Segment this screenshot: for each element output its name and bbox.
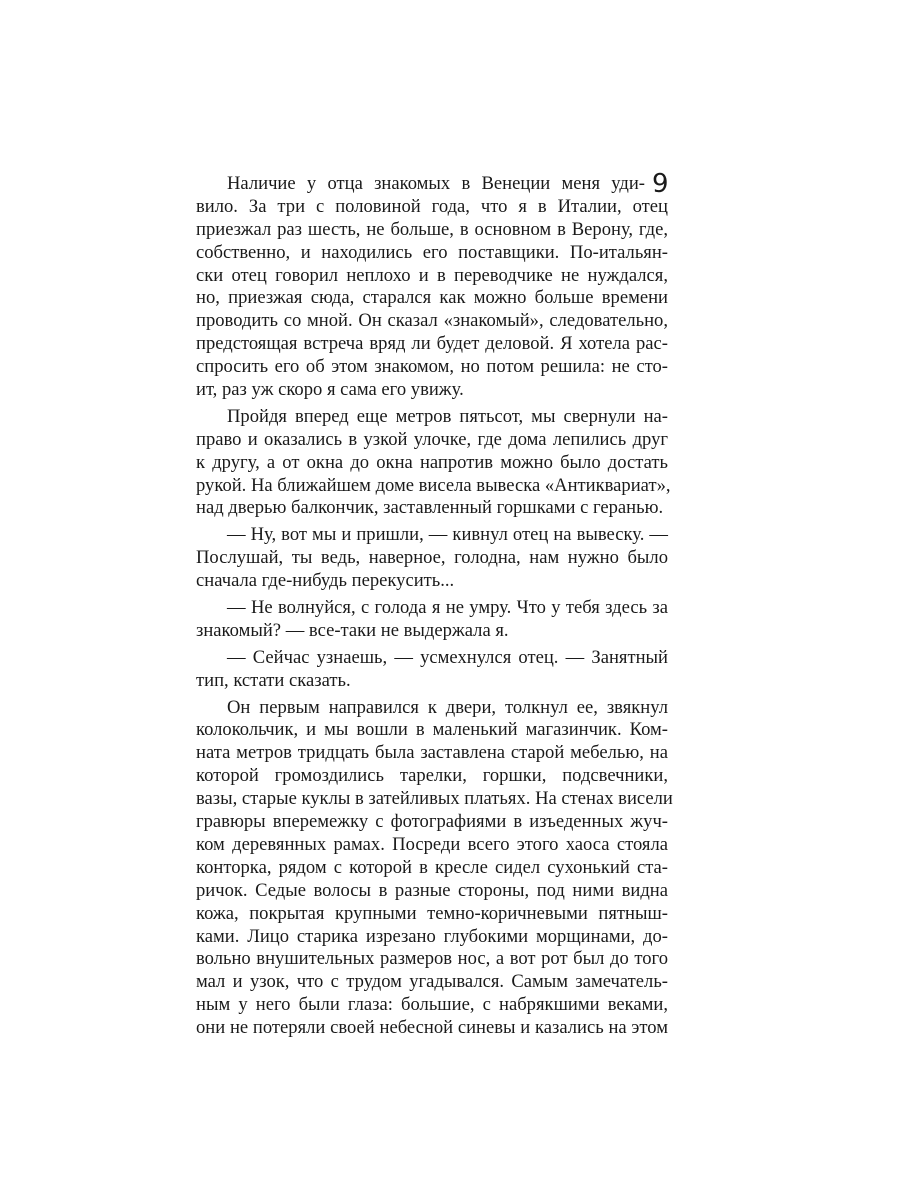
page-number: 9 xyxy=(652,169,669,199)
text-line: вазы, старые куклы в затейливых платьях. На стенах висели xyxy=(196,788,673,810)
paragraph xyxy=(196,597,668,643)
text-line: собственно, и находились его поставщики. По-итальян- xyxy=(196,241,668,263)
text-line: к другу, а от окна до окна напротив можно было достать xyxy=(196,451,668,473)
text-line: Пройдя вперед еще метров пятьсот, мы свернули на- xyxy=(227,405,668,427)
text-line: ками. Лицо старика изрезано глубокими морщинами, до- xyxy=(196,925,668,947)
text-line: — Не волнуйся, с голода я не умру. Что у тебя здесь за xyxy=(227,597,668,619)
text-line: гравюры вперемежку с фотографиями в изъеденных жуч- xyxy=(196,811,668,833)
paragraph xyxy=(196,405,671,520)
text-line: знакомый? — все-таки не выдержала я. xyxy=(196,619,509,641)
text-line: ната метров тридцать была заставлена старой мебелью, на xyxy=(196,742,668,764)
text-line: ит, раз уж скоро я сама его увижу. xyxy=(196,379,464,401)
text-line: кожа, покрытая крупными темно-коричневыми пятныш- xyxy=(196,902,668,924)
text-line: Послушай, ты ведь, наверное, голодна, нам нужно было xyxy=(196,547,668,569)
text-line: право и оказались в узкой улочке, где дома лепились друг xyxy=(196,428,668,450)
text-line: проводить со мной. Он сказал «знакомый», следовательно, xyxy=(196,310,668,332)
paragraph xyxy=(196,524,668,593)
paragraph xyxy=(196,173,668,402)
text-line: спросить его об этом знакомом, но потом решила: не сто- xyxy=(196,356,668,378)
text-line: приезжал раз шесть, не больше, в основном в Верону, где, xyxy=(196,218,668,240)
text-line: рукой. На ближайшем доме висела вывеска «Антиквариат», xyxy=(196,474,671,496)
text-line: предстоящая встреча вряд ли будет деловой. Я хотела рас- xyxy=(196,333,668,355)
text-line: ричок. Седые волосы в разные стороны, под ними видна xyxy=(196,879,668,901)
text-line: мал и узок, что с трудом угадывался. Самым замечатель- xyxy=(196,971,668,993)
paragraph xyxy=(196,696,673,1040)
text-line: Он первым направился к двери, толкнул ее, звякнул xyxy=(227,696,668,718)
text-line: ным у него были глаза: большие, с набрякшими веками, xyxy=(196,994,668,1016)
text-line: конторка, рядом с которой в кресле сидел сухонький ста- xyxy=(196,856,668,878)
text-line: которой громоздились тарелки, горшки, подсвечники, xyxy=(196,765,668,787)
text-line: над дверью балкончик, заставленный горшками с геранью. xyxy=(196,497,664,519)
text-line: ски отец говорил неплохо и в переводчике не нуждался, xyxy=(196,264,668,286)
text-line: но, приезжая сюда, старался как можно больше времени xyxy=(196,287,668,309)
text-line: сначала где-нибудь перекусить... xyxy=(196,570,455,592)
text-line: — Сейчас узнаешь, — усмехнулся отец. — Занятный xyxy=(227,646,668,668)
text-line: вольно внушительных размеров нос, а вот рот был до того xyxy=(196,948,668,970)
body-text xyxy=(196,173,673,1044)
paragraph xyxy=(196,647,668,693)
text-line: — Ну, вот мы и пришли, — кивнул отец на вывеску. — xyxy=(227,524,668,546)
text-line: колокольчик, и мы вошли в маленький магазинчик. Ком- xyxy=(196,719,668,741)
text-line: они не потеряли своей небесной синевы и казались на этом xyxy=(196,1017,668,1039)
text-line: вило. За три с половиной года, что я в Италии, отец xyxy=(196,195,668,217)
text-line: Наличие у отца знакомых в Венеции меня уди- xyxy=(227,173,645,194)
text-line: тип, кстати сказать. xyxy=(196,669,351,691)
text-line: ком деревянных рамах. Посреди всего этого хаоса стояла xyxy=(196,833,668,855)
